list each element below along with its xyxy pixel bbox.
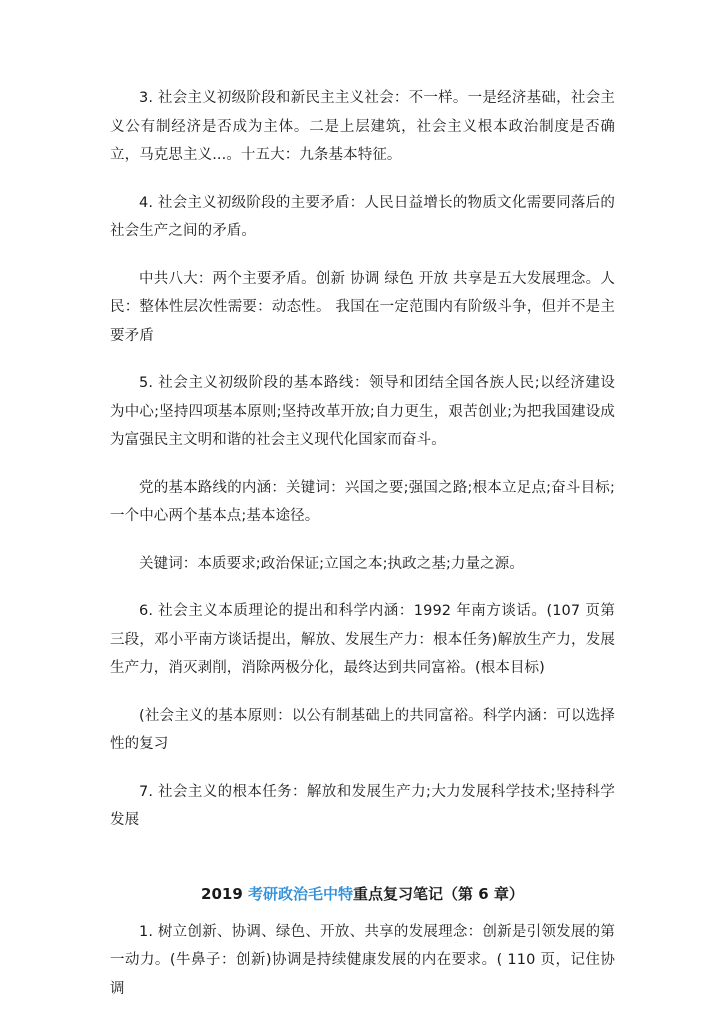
paragraph-5-basic-line: 5. 社会主义初级阶段的基本路线：领导和团结全国各族人民;以经济建设为中心;坚持四项基本原则;坚持改革开放;自力更生，艰苦创业;为把我国建设成为富强民主文明和谐的社会主义现代化国家而奋斗。: [110, 375, 615, 448]
paragraph-3-primary-stage-vs-new-democracy: 3. 社会主义初级阶段和新民主主义社会：不一样。一是经济基础，社会主义公有制经济是否成为主体。二是上层建筑，社会主义根本政治制度是否确立，马克思主义...。十五大：九条基本特征。: [110, 90, 615, 163]
paragraph-basic-line-connotation: 党的基本路线的内涵：关键词：兴国之要;强国之路;根本立足点;奋斗目标;一个中心两个基本点;基本途径。: [110, 479, 615, 524]
paragraph-1-development-concepts: 1. 树立创新、协调、绿色、开放、共享的发展理念：创新是引领发展的第一动力。(牛鼻子：创新)协调是持续健康发展的内在要求。( 110 页，记住协调: [110, 923, 615, 997]
heading-highlight-link[interactable]: 考研政治毛中特: [248, 884, 354, 903]
heading-prefix: 2019: [201, 884, 249, 903]
chapter-heading: [110, 880, 615, 908]
paragraph-basic-principle: (社会主义的基本原则：以公有制基础上的共同富裕。科学内涵：可以选择性的复习: [110, 707, 615, 752]
heading-suffix: 重点复习笔记（第 6 章）: [353, 884, 524, 903]
document-page: [110, 84, 615, 1022]
paragraph-6-socialist-essence: 6. 社会主义本质理论的提出和科学内涵：1992 年南方谈话。(107 页第三段，邓小平南方谈话提出，解放、发展生产力：根本任务)解放生产力，发展生产力，消灭剥削，消除两极分化，最终达到共同富裕。(根本目标): [110, 603, 615, 676]
paragraph-keywords: 关键词：本质要求;政治保证;立国之本;执政之基;力量之源。: [139, 555, 524, 572]
paragraph-eighth-congress: 中共八大：两个主要矛盾。创新 协调 绿色 开放 共享是五大发展理念。人民：整体性层次性需要：动态性。 我国在一定范围内有阶级斗争，但并不是主要矛盾: [110, 270, 615, 344]
paragraph-7-fundamental-task: 7. 社会主义的根本任务：解放和发展生产力;大力发展科学技术;坚持科学发展: [110, 783, 615, 828]
paragraph-4-main-contradiction: 4. 社会主义初级阶段的主要矛盾：人民日益增长的物质文化需要同落后的社会生产之间的矛盾。: [110, 194, 615, 239]
